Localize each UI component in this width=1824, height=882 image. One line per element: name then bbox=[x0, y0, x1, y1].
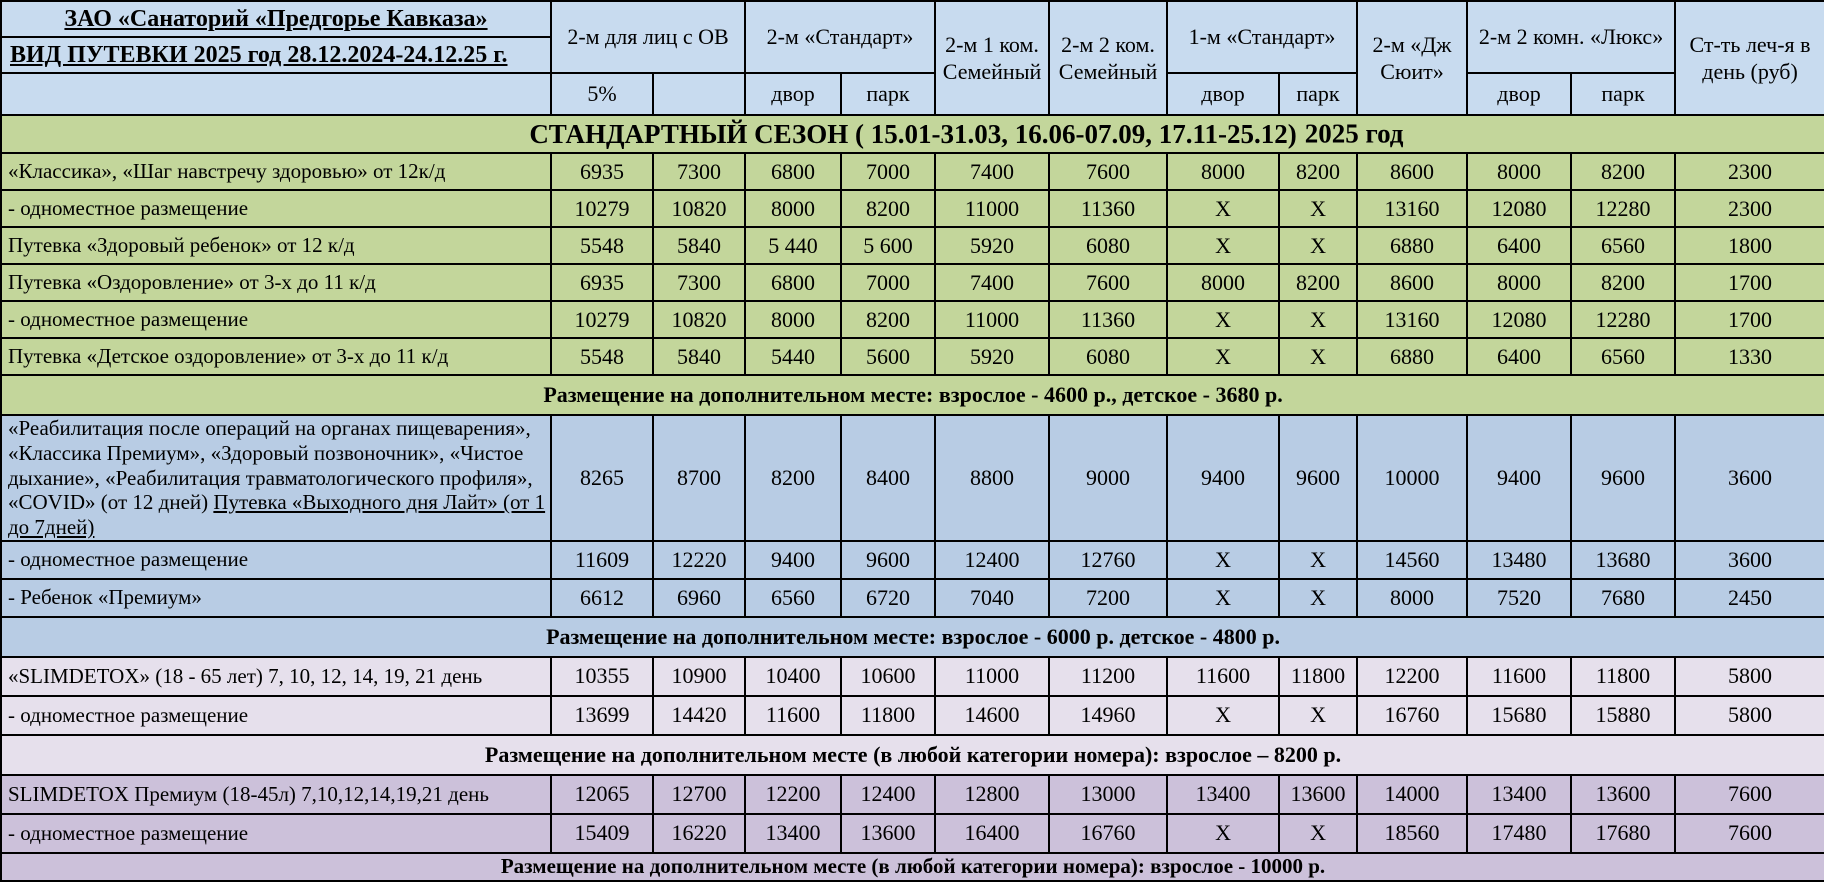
price-cell: 13160 bbox=[1357, 190, 1467, 227]
price-cell: 5920 bbox=[935, 227, 1049, 264]
price-cell: 6080 bbox=[1049, 227, 1167, 264]
price-cell: 6560 bbox=[1571, 338, 1675, 375]
price-cell: 7600 bbox=[1049, 153, 1167, 190]
section-banner: Размещение на дополнительном месте (в любой категории номера): взрослое – 8200 р. bbox=[1, 735, 1824, 775]
season-title: СТАНДАРТНЫЙ СЕЗОН ( 15.01-31.03, 16.06-07.09, 17.11-25.12) bbox=[529, 118, 1297, 149]
season-banner bbox=[1, 115, 1824, 153]
price-cell: 6612 bbox=[551, 579, 653, 617]
column-2m-dzh-suit: 2-м «Дж Сюит» bbox=[1357, 1, 1467, 115]
price-cell: 11000 bbox=[935, 301, 1049, 338]
price-cell: 13400 bbox=[1167, 775, 1279, 814]
row-label: Путевка «Детское оздоровление» от 3-х до 11 к/д bbox=[1, 338, 551, 375]
price-cell: 12220 bbox=[653, 541, 745, 579]
price-cell: 11800 bbox=[1279, 657, 1357, 696]
price-cell: 13480 bbox=[1467, 541, 1571, 579]
header-row-title1 bbox=[1, 1, 1824, 37]
section-banner-row bbox=[1, 375, 1824, 415]
price-cell: 11600 bbox=[745, 696, 841, 735]
price-cell: 7600 bbox=[1675, 814, 1824, 853]
price-cell: 13400 bbox=[745, 814, 841, 853]
price-cell: 5800 bbox=[1675, 696, 1824, 735]
price-cell: 9600 bbox=[1279, 415, 1357, 541]
price-cell: 6880 bbox=[1357, 338, 1467, 375]
price-cell: 6560 bbox=[745, 579, 841, 617]
price-cell: 10600 bbox=[841, 657, 935, 696]
price-cell: 11600 bbox=[1467, 657, 1571, 696]
price-cell: Х bbox=[1167, 227, 1279, 264]
price-cell: Х bbox=[1279, 190, 1357, 227]
price-cell: 16400 bbox=[935, 814, 1049, 853]
price-cell: 9400 bbox=[745, 541, 841, 579]
price-cell: 12065 bbox=[551, 775, 653, 814]
column-group-2m-standart: 2-м «Стандарт» bbox=[745, 1, 935, 73]
row-label: Путевка «Оздоровление» от 3-х до 11 к/д bbox=[1, 264, 551, 301]
price-cell: Х bbox=[1279, 301, 1357, 338]
price-cell: 8600 bbox=[1357, 153, 1467, 190]
table-row bbox=[1, 153, 1824, 190]
price-cell: 12760 bbox=[1049, 541, 1167, 579]
price-cell: 8400 bbox=[841, 415, 935, 541]
section-banner: Размещение на дополнительном месте: взрослое - 4600 р., детское - 3680 р. bbox=[1, 375, 1824, 415]
subcolumn-standart-dvor: двор bbox=[745, 73, 841, 115]
section-banner-row bbox=[1, 617, 1824, 657]
price-cell: 8200 bbox=[841, 301, 935, 338]
price-cell: 7040 bbox=[935, 579, 1049, 617]
price-cell: 11360 bbox=[1049, 301, 1167, 338]
price-cell: 5 600 bbox=[841, 227, 935, 264]
price-cell: 6080 bbox=[1049, 338, 1167, 375]
price-cell: 8000 bbox=[1467, 153, 1571, 190]
price-cell: 8200 bbox=[841, 190, 935, 227]
column-group-2m-ov: 2-м для лиц с ОВ bbox=[551, 1, 745, 73]
price-cell: 9400 bbox=[1467, 415, 1571, 541]
price-cell: 12400 bbox=[935, 541, 1049, 579]
price-cell: 5600 bbox=[841, 338, 935, 375]
price-cell: 6720 bbox=[841, 579, 935, 617]
price-cell: 12800 bbox=[935, 775, 1049, 814]
price-cell: 2450 bbox=[1675, 579, 1824, 617]
price-cell: 8000 bbox=[1167, 153, 1279, 190]
price-cell: 8000 bbox=[745, 301, 841, 338]
subcolumn-1m-dvor: двор bbox=[1167, 73, 1279, 115]
price-cell: 6800 bbox=[745, 153, 841, 190]
price-cell: 1700 bbox=[1675, 264, 1824, 301]
section-banner-row bbox=[1, 735, 1824, 775]
price-cell: 15680 bbox=[1467, 696, 1571, 735]
section-banner-row bbox=[1, 853, 1824, 881]
price-cell: Х bbox=[1167, 190, 1279, 227]
table-row bbox=[1, 579, 1824, 617]
price-cell: 2300 bbox=[1675, 190, 1824, 227]
row-label: «SLIMDETOX» (18 - 65 лет) 7, 10, 12, 14, 19, 21 день bbox=[1, 657, 551, 696]
price-cell: 9600 bbox=[1571, 415, 1675, 541]
price-cell: 6960 bbox=[653, 579, 745, 617]
price-cell: 8800 bbox=[935, 415, 1049, 541]
price-cell: 12280 bbox=[1571, 190, 1675, 227]
price-cell: 13000 bbox=[1049, 775, 1167, 814]
subcolumn-1m-park: парк bbox=[1279, 73, 1357, 115]
price-cell: 1800 bbox=[1675, 227, 1824, 264]
price-cell: 10000 bbox=[1357, 415, 1467, 541]
price-cell: 7680 bbox=[1571, 579, 1675, 617]
column-2m-1kom-semeyny: 2-м 1 ком. Семейный bbox=[935, 1, 1049, 115]
price-cell: Х bbox=[1167, 301, 1279, 338]
price-cell: 12080 bbox=[1467, 190, 1571, 227]
price-cell: Х bbox=[1279, 579, 1357, 617]
price-cell: 13600 bbox=[1571, 775, 1675, 814]
price-cell: 7520 bbox=[1467, 579, 1571, 617]
sheet-title: ЗАО «Санаторий «Предгорье Кавказа» bbox=[1, 1, 551, 37]
price-cell: 5840 bbox=[653, 338, 745, 375]
empty-header-cell bbox=[1, 73, 551, 115]
column-treatment-cost: Ст-ть леч-я в день (руб) bbox=[1675, 1, 1824, 115]
row-label: - одноместное размещение bbox=[1, 814, 551, 853]
price-cell: 14000 bbox=[1357, 775, 1467, 814]
price-cell: 8200 bbox=[1571, 153, 1675, 190]
price-cell: 13600 bbox=[841, 814, 935, 853]
price-cell: 12200 bbox=[1357, 657, 1467, 696]
price-cell: 5920 bbox=[935, 338, 1049, 375]
price-cell: 8000 bbox=[1357, 579, 1467, 617]
season-banner-row bbox=[1, 115, 1824, 153]
price-cell: 10355 bbox=[551, 657, 653, 696]
table-row bbox=[1, 696, 1824, 735]
price-cell: 7400 bbox=[935, 264, 1049, 301]
column-group-1m-standart: 1-м «Стандарт» bbox=[1167, 1, 1357, 73]
price-cell: 8000 bbox=[1467, 264, 1571, 301]
price-cell: 8000 bbox=[1167, 264, 1279, 301]
price-cell: 16760 bbox=[1357, 696, 1467, 735]
header-row-sub bbox=[1, 73, 1824, 115]
price-cell: 8265 bbox=[551, 415, 653, 541]
price-cell: 7000 bbox=[841, 264, 935, 301]
price-cell: 14420 bbox=[653, 696, 745, 735]
price-cell: 12080 bbox=[1467, 301, 1571, 338]
price-cell: Х bbox=[1167, 541, 1279, 579]
price-cell: Х bbox=[1279, 338, 1357, 375]
price-cell: Х bbox=[1279, 814, 1357, 853]
row-label: «Классика», «Шаг навстречу здоровью» от 12к/д bbox=[1, 153, 551, 190]
price-cell: 13699 bbox=[551, 696, 653, 735]
column-2m-2kom-semeyny: 2-м 2 ком. Семейный bbox=[1049, 1, 1167, 115]
price-cell: 6935 bbox=[551, 153, 653, 190]
row-label: - Ребенок «Премиум» bbox=[1, 579, 551, 617]
table-row bbox=[1, 301, 1824, 338]
table-row bbox=[1, 227, 1824, 264]
price-cell: 16220 bbox=[653, 814, 745, 853]
price-cell: 17680 bbox=[1571, 814, 1675, 853]
price-cell: 5548 bbox=[551, 227, 653, 264]
price-cell: 8200 bbox=[1279, 264, 1357, 301]
price-cell: 7000 bbox=[841, 153, 935, 190]
price-cell: 7200 bbox=[1049, 579, 1167, 617]
table-row bbox=[1, 657, 1824, 696]
price-cell: 5440 bbox=[745, 338, 841, 375]
section-banner: Размещение на дополнительном месте: взрослое - 6000 р. детское - 4800 р. bbox=[1, 617, 1824, 657]
price-cell: 14960 bbox=[1049, 696, 1167, 735]
price-cell: 8200 bbox=[745, 415, 841, 541]
price-cell: 11609 bbox=[551, 541, 653, 579]
price-cell: 13680 bbox=[1571, 541, 1675, 579]
price-cell: 15409 bbox=[551, 814, 653, 853]
table-header bbox=[1, 1, 1824, 153]
price-cell: 6800 bbox=[745, 264, 841, 301]
price-cell: 12700 bbox=[653, 775, 745, 814]
subcolumn-ov-blank bbox=[653, 73, 745, 115]
price-cell: 12280 bbox=[1571, 301, 1675, 338]
table-row bbox=[1, 541, 1824, 579]
price-cell: 9400 bbox=[1167, 415, 1279, 541]
table-row bbox=[1, 338, 1824, 375]
price-cell: 17480 bbox=[1467, 814, 1571, 853]
row-label: - одноместное размещение bbox=[1, 541, 551, 579]
price-cell: 5 440 bbox=[745, 227, 841, 264]
row-label: - одноместное размещение bbox=[1, 190, 551, 227]
price-cell: 15880 bbox=[1571, 696, 1675, 735]
price-cell: 6560 bbox=[1571, 227, 1675, 264]
price-cell: 8700 bbox=[653, 415, 745, 541]
table-row bbox=[1, 190, 1824, 227]
price-cell: 10820 bbox=[653, 301, 745, 338]
price-cell: 12200 bbox=[745, 775, 841, 814]
price-cell: 11000 bbox=[935, 190, 1049, 227]
column-group-2m-lux: 2-м 2 комн. «Люкс» bbox=[1467, 1, 1675, 73]
price-cell: 18560 bbox=[1357, 814, 1467, 853]
price-cell: 8600 bbox=[1357, 264, 1467, 301]
price-cell: 3600 bbox=[1675, 415, 1824, 541]
price-cell: 10279 bbox=[551, 301, 653, 338]
price-cell: 5840 bbox=[653, 227, 745, 264]
price-cell: 13400 bbox=[1467, 775, 1571, 814]
row-label: - одноместное размещение bbox=[1, 301, 551, 338]
price-cell: 10279 bbox=[551, 190, 653, 227]
price-cell: 5548 bbox=[551, 338, 653, 375]
price-cell: 6400 bbox=[1467, 227, 1571, 264]
subcolumn-lux-park: парк bbox=[1571, 73, 1675, 115]
price-cell: Х bbox=[1279, 696, 1357, 735]
price-cell: 11600 bbox=[1167, 657, 1279, 696]
price-cell: 7300 bbox=[653, 264, 745, 301]
price-cell: 11800 bbox=[1571, 657, 1675, 696]
section-banner: Размещение на дополнительном месте (в любой категории номера): взрослое - 10000 р. bbox=[1, 853, 1824, 881]
price-cell: Х bbox=[1167, 814, 1279, 853]
price-cell: 9600 bbox=[841, 541, 935, 579]
price-cell: 8200 bbox=[1279, 153, 1357, 190]
price-cell: 10400 bbox=[745, 657, 841, 696]
table-body bbox=[1, 153, 1824, 881]
price-cell: 14560 bbox=[1357, 541, 1467, 579]
price-cell: Х bbox=[1167, 579, 1279, 617]
price-cell: 3600 bbox=[1675, 541, 1824, 579]
row-label: Путевка «Здоровый ребенок» от 12 к/д bbox=[1, 227, 551, 264]
price-cell: Х bbox=[1167, 696, 1279, 735]
subcolumn-lux-dvor: двор bbox=[1467, 73, 1571, 115]
price-cell: 11800 bbox=[841, 696, 935, 735]
price-cell: 16760 bbox=[1049, 814, 1167, 853]
table-row bbox=[1, 814, 1824, 853]
table-row bbox=[1, 415, 1824, 541]
price-cell: 8000 bbox=[745, 190, 841, 227]
price-cell: 6935 bbox=[551, 264, 653, 301]
price-cell: 8200 bbox=[1571, 264, 1675, 301]
season-year: 2025 год bbox=[1304, 118, 1404, 149]
price-cell: 7400 bbox=[935, 153, 1049, 190]
price-cell: 2300 bbox=[1675, 153, 1824, 190]
table-row bbox=[1, 775, 1824, 814]
row-label: SLIMDETOX Премиум (18-45л) 7,10,12,14,19,21 день bbox=[1, 775, 551, 814]
price-cell: Х bbox=[1167, 338, 1279, 375]
price-cell: 9000 bbox=[1049, 415, 1167, 541]
price-cell: 11360 bbox=[1049, 190, 1167, 227]
price-cell: 7300 bbox=[653, 153, 745, 190]
table-row bbox=[1, 264, 1824, 301]
price-cell: Х bbox=[1279, 227, 1357, 264]
price-cell: 5800 bbox=[1675, 657, 1824, 696]
price-cell: 7600 bbox=[1049, 264, 1167, 301]
price-cell: Х bbox=[1279, 541, 1357, 579]
price-cell: 11000 bbox=[935, 657, 1049, 696]
price-cell: 14600 bbox=[935, 696, 1049, 735]
subcolumn-5-percent: 5% bbox=[551, 73, 653, 115]
price-cell: 10900 bbox=[653, 657, 745, 696]
subcolumn-standart-park: парк bbox=[841, 73, 935, 115]
price-cell: 10820 bbox=[653, 190, 745, 227]
row-label: «Реабилитация после операций на органах пищеварения», «Классика Премиум», «Здоровый позвоночник», «Чистое дыхание», «Реабилитация травматологического профиля», «COVID» (от 12 дней) Путевка «Выходного дня Лайт» (от 1 до 7дней) bbox=[1, 415, 551, 541]
row-label: - одноместное размещение bbox=[1, 696, 551, 735]
price-cell: 13160 bbox=[1357, 301, 1467, 338]
price-cell: 7600 bbox=[1675, 775, 1824, 814]
voucher-type-title: ВИД ПУТЕВКИ 2025 год 28.12.2024-24.12.25 г. bbox=[1, 37, 551, 73]
price-cell: 6880 bbox=[1357, 227, 1467, 264]
price-cell: 13600 bbox=[1279, 775, 1357, 814]
price-cell: 12400 bbox=[841, 775, 935, 814]
price-cell: 6400 bbox=[1467, 338, 1571, 375]
price-cell: 1700 bbox=[1675, 301, 1824, 338]
price-cell: 1330 bbox=[1675, 338, 1824, 375]
price-cell: 11200 bbox=[1049, 657, 1167, 696]
